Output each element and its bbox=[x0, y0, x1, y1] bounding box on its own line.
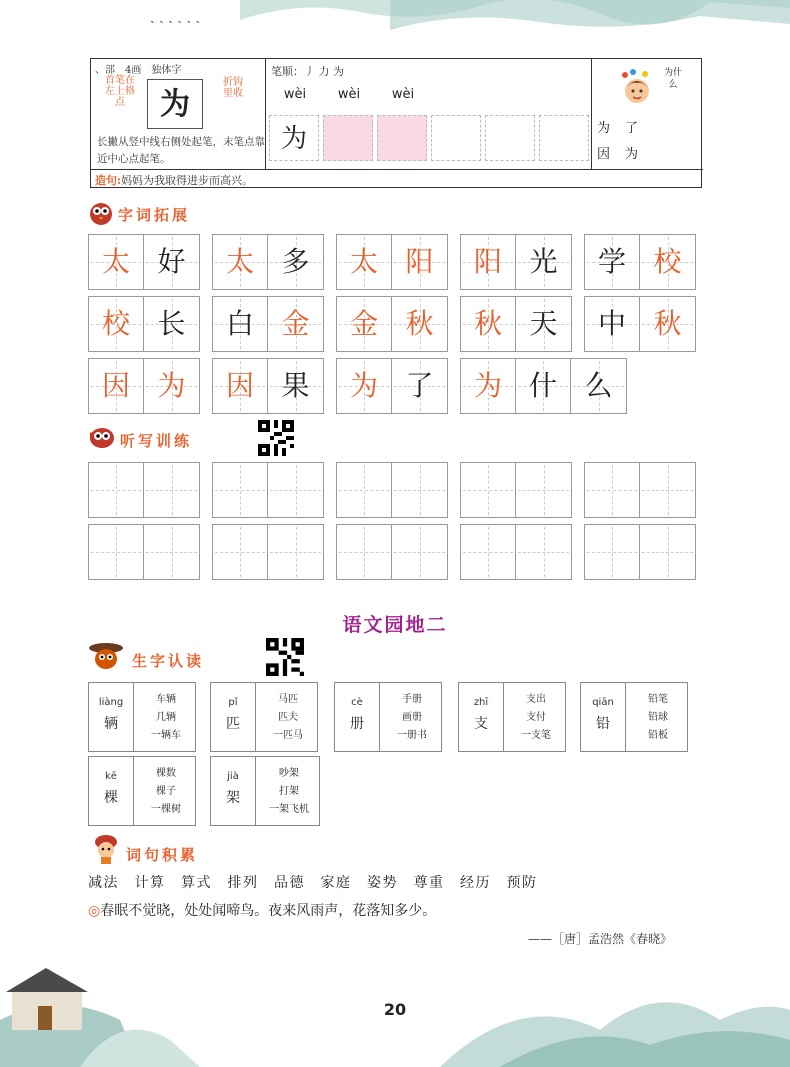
svg-text:ˏ ˏ ˏ ˏ ˏ ˏ: ˏ ˏ ˏ ˏ ˏ ˏ bbox=[150, 8, 201, 24]
char-glyph: 册 bbox=[350, 716, 364, 732]
section-title-garden: 语文园地二 bbox=[342, 614, 448, 636]
dictation-box bbox=[212, 462, 324, 518]
word-box bbox=[584, 296, 696, 352]
new-char-card bbox=[88, 756, 196, 826]
divider bbox=[591, 59, 592, 169]
word-char: 中 bbox=[597, 307, 626, 340]
word-char: 校 bbox=[101, 307, 130, 340]
word-box bbox=[212, 296, 324, 352]
dictation-box bbox=[88, 462, 200, 518]
child-thinking-icon bbox=[619, 69, 655, 107]
word-box bbox=[584, 234, 696, 290]
dictation-box bbox=[88, 524, 200, 580]
char-glyph: 铅 bbox=[596, 716, 610, 732]
word-char: 因 bbox=[597, 147, 611, 162]
word-box bbox=[460, 296, 572, 352]
divider bbox=[503, 683, 504, 751]
char-pinyin: kē bbox=[105, 771, 117, 782]
char-word: 铅笔 bbox=[648, 694, 668, 705]
dictation-box bbox=[336, 462, 448, 518]
char-word: 打架 bbox=[279, 786, 299, 797]
char-pinyin: liàng bbox=[98, 697, 124, 708]
char-pinyin: zhī bbox=[473, 697, 489, 708]
example-label: 造句: bbox=[95, 174, 122, 187]
pinyin-1: wèi bbox=[283, 87, 307, 102]
word-box bbox=[88, 234, 200, 290]
char-word: 一匹马 bbox=[273, 730, 303, 741]
section-title-expand: 字词拓展 bbox=[118, 206, 191, 224]
writing-hint-left: 首笔在左上格点 bbox=[105, 75, 135, 108]
trace-cell-blank bbox=[377, 115, 427, 161]
word-char: 秋 bbox=[473, 307, 502, 340]
related-words-grid bbox=[593, 115, 701, 167]
word-char: 多 bbox=[281, 245, 310, 278]
char-word: 几辆 bbox=[156, 712, 176, 723]
word-char: 金 bbox=[281, 307, 310, 340]
char-word: 吵架 bbox=[279, 768, 299, 779]
word-char: 好 bbox=[157, 245, 186, 278]
new-char-card bbox=[88, 682, 196, 752]
new-char-card bbox=[210, 682, 318, 752]
trace-cell-empty bbox=[431, 115, 481, 161]
new-char-card bbox=[580, 682, 688, 752]
word-box bbox=[212, 234, 324, 290]
char-word: 手册 bbox=[402, 694, 422, 705]
char-glyph: 支 bbox=[474, 716, 488, 732]
char-word: 铅球 bbox=[648, 712, 668, 723]
qr-code-icon[interactable] bbox=[258, 420, 294, 456]
word-char: 金 bbox=[349, 307, 378, 340]
poem-text: 春眠不觉晓，处处闻啼鸟。夜来风雨声，花落知多少。 bbox=[100, 903, 437, 919]
word-char: 秋 bbox=[653, 307, 682, 340]
word-char: 果 bbox=[281, 369, 310, 402]
divider bbox=[265, 59, 266, 169]
example-sentence bbox=[95, 172, 253, 188]
dictation-box bbox=[460, 524, 572, 580]
radical-info: 、部 4画 独体字 bbox=[95, 65, 182, 76]
pinyin-2: wèi bbox=[337, 87, 361, 102]
poem-line bbox=[88, 900, 436, 920]
trace-cell-blank bbox=[323, 115, 373, 161]
char-word: 匹夫 bbox=[278, 712, 298, 723]
vocabulary-list: 减法 计算 算式 排列 品德 家庭 姿势 尊重 经历 预防 bbox=[88, 875, 538, 891]
dictation-box bbox=[584, 524, 696, 580]
word-char: 为 bbox=[473, 369, 502, 402]
divider bbox=[133, 757, 134, 825]
new-char-card bbox=[334, 682, 442, 752]
trace-cell-empty bbox=[539, 115, 589, 161]
dictation-box bbox=[212, 524, 324, 580]
mascot-hat-icon bbox=[88, 640, 124, 670]
qr-code-icon[interactable] bbox=[266, 638, 304, 676]
section-title-recognize: 生字认读 bbox=[132, 652, 205, 670]
char-word: 马匹 bbox=[278, 694, 298, 705]
word-box bbox=[88, 296, 200, 352]
new-char-card bbox=[458, 682, 566, 752]
word-char: 太 bbox=[225, 245, 254, 278]
word-box bbox=[336, 296, 448, 352]
word-char: 秋 bbox=[405, 307, 434, 340]
char-word: 画册 bbox=[402, 712, 422, 723]
pinyin-3: wèi bbox=[391, 87, 415, 102]
word-char: 了 bbox=[405, 369, 434, 402]
writing-hint-right: 折钩里收 bbox=[223, 77, 243, 99]
char-word: 一册书 bbox=[397, 730, 427, 741]
word-box bbox=[460, 358, 627, 414]
word-char: 校 bbox=[653, 245, 682, 278]
divider bbox=[133, 683, 134, 751]
word-box bbox=[88, 358, 200, 414]
word-char: 阳 bbox=[405, 245, 434, 278]
divider bbox=[625, 683, 626, 751]
char-word: 车辆 bbox=[156, 694, 176, 705]
divider bbox=[255, 683, 256, 751]
dictation-box bbox=[584, 462, 696, 518]
writing-description: 长撇从竖中线右侧处起笔，末笔点靠近中心点起笔。 bbox=[97, 136, 265, 165]
char-word: 铅板 bbox=[648, 730, 668, 741]
word-box bbox=[336, 358, 448, 414]
char-word: 一架飞机 bbox=[269, 804, 309, 815]
char-word: 一棵树 bbox=[151, 804, 181, 815]
trace-cell-empty bbox=[485, 115, 535, 161]
divider bbox=[91, 169, 703, 170]
word-char: 为 bbox=[625, 147, 639, 162]
word-char: 因 bbox=[225, 369, 254, 402]
char-pinyin: qiān bbox=[592, 697, 614, 708]
mascot-child-icon bbox=[90, 834, 122, 864]
word-char: 为 bbox=[597, 121, 611, 136]
char-glyph: 架 bbox=[226, 790, 240, 806]
word-char: 天 bbox=[529, 307, 558, 340]
word-char: 了 bbox=[625, 121, 639, 136]
word-box bbox=[212, 358, 324, 414]
word-box bbox=[460, 234, 572, 290]
word-char: 么 bbox=[584, 369, 613, 402]
word-char: 阳 bbox=[473, 245, 502, 278]
example-text: 妈妈为我取得进步而高兴。 bbox=[121, 174, 254, 187]
char-word: 支出 bbox=[526, 694, 546, 705]
section-title-dictation: 听写训练 bbox=[120, 432, 193, 450]
bullet-icon: ◎ bbox=[88, 903, 101, 919]
char-glyph: 棵 bbox=[104, 790, 118, 806]
word-char: 为 bbox=[157, 369, 186, 402]
char-word: 一支笔 bbox=[521, 730, 551, 741]
owl-mascot-icon bbox=[88, 424, 116, 450]
mountain-decoration-top bbox=[240, 0, 790, 50]
char-pinyin: cè bbox=[351, 697, 363, 708]
word-char: 为 bbox=[349, 369, 378, 402]
word-char: 光 bbox=[529, 245, 558, 278]
dictation-box bbox=[336, 524, 448, 580]
poem-source: ——［唐］孟浩然《春晓》 bbox=[528, 932, 673, 946]
new-char-card bbox=[210, 756, 320, 826]
divider bbox=[379, 683, 380, 751]
word-char: 长 bbox=[157, 307, 186, 340]
divider bbox=[255, 757, 256, 825]
word-char: 因 bbox=[101, 369, 130, 402]
dictation-box bbox=[460, 462, 572, 518]
char-word: 支付 bbox=[526, 712, 546, 723]
char-pinyin: pǐ bbox=[228, 697, 238, 708]
word-char: 太 bbox=[349, 245, 378, 278]
birds-decoration bbox=[150, 4, 270, 24]
word-char: 白 bbox=[225, 307, 254, 340]
char-glyph: 匹 bbox=[226, 716, 240, 732]
char-word: 棵数 bbox=[156, 768, 176, 779]
side-word: 为什么 bbox=[663, 68, 682, 90]
word-char: 什 bbox=[528, 369, 557, 402]
stroke-order: 笔顺：丿 力 为 bbox=[271, 65, 344, 78]
char-word: 棵子 bbox=[156, 786, 176, 797]
char-pinyin: jià bbox=[227, 771, 239, 782]
trace-cell-char: 为 bbox=[269, 115, 319, 161]
char-glyph: 辆 bbox=[104, 716, 118, 732]
section-title-accumulate: 词句积累 bbox=[126, 846, 199, 864]
page-number: 20 bbox=[383, 1000, 407, 1019]
word-char: 学 bbox=[597, 245, 626, 278]
character-card bbox=[90, 58, 702, 188]
main-character: 为 bbox=[147, 79, 203, 129]
word-char: 太 bbox=[101, 245, 130, 278]
char-word: 一辆车 bbox=[151, 730, 181, 741]
word-box bbox=[336, 234, 448, 290]
owl-mascot-icon bbox=[88, 198, 114, 226]
